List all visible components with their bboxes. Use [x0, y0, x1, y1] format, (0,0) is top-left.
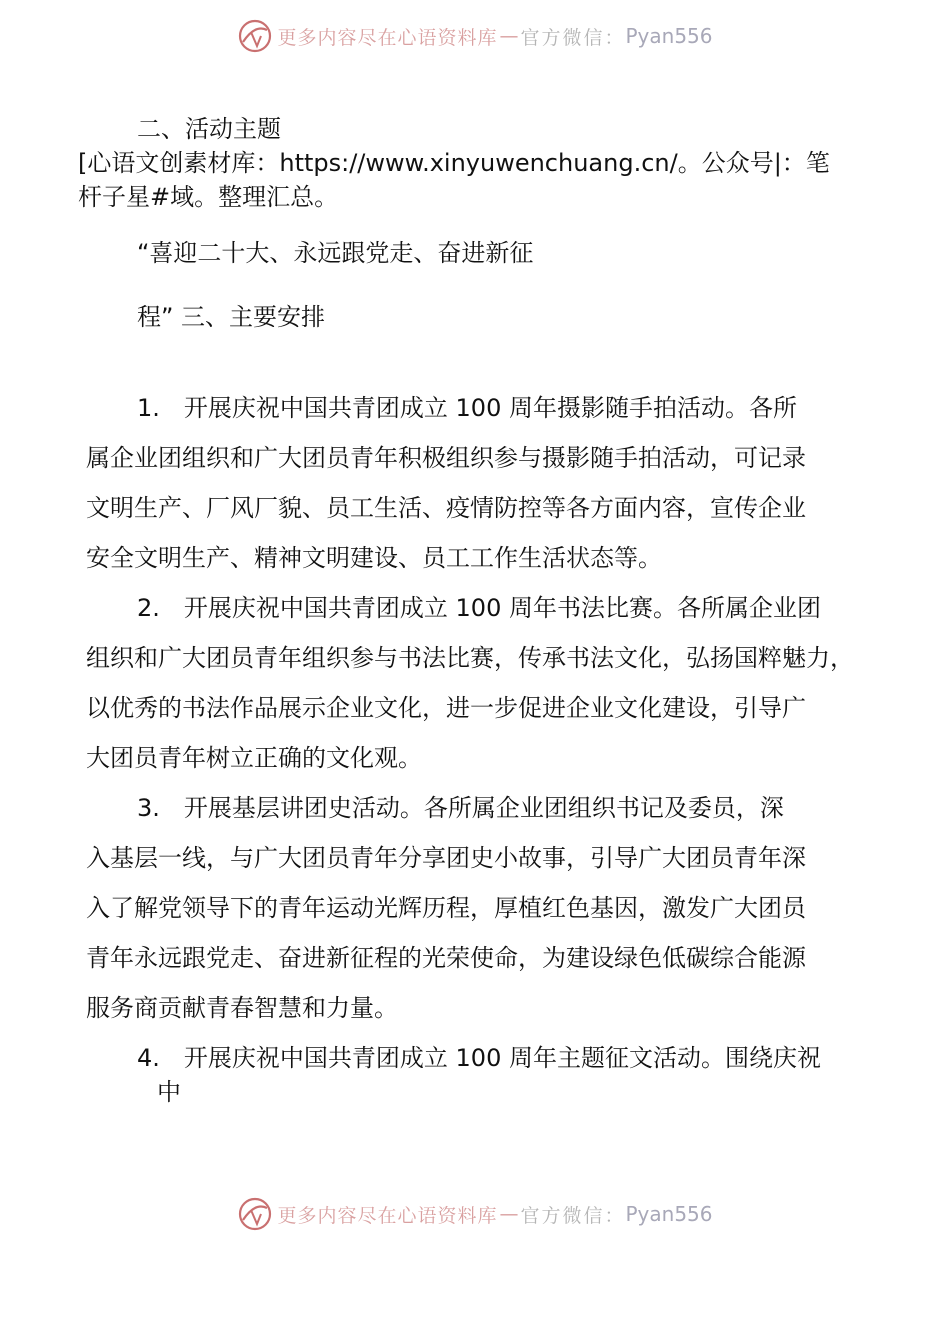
paragraph-line: 青年永远跟党走、奋进新征程的光荣使命，为建设绿色低碳综合能源 — [86, 944, 806, 972]
paragraph-line: 3. 开展基层讲团史活动。各所属企业团组织书记及委员，深 — [137, 794, 784, 822]
paragraph-line: 中 — [157, 1078, 181, 1106]
paragraph-line: 文明生产、厂风厂貌、员工生活、疫情防控等各方面内容，宣传企业 — [86, 494, 806, 522]
paragraph-line: 4. 开展庆祝中国共青团成立 100 周年主题征文活动。围绕庆祝 — [137, 1044, 821, 1072]
paragraph-line: 2. 开展庆祝中国共青团成立 100 周年书法比赛。各所属企业团 — [137, 594, 821, 622]
paragraph-line: 以优秀的书法作品展示企业文化，进一步促进企业文化建设，引导广 — [86, 694, 806, 722]
wechat-id: Pyan556 — [625, 24, 713, 48]
paragraph-line: 属企业团组织和广大团员青年积极组织参与摄影随手拍活动，可记录 — [86, 444, 806, 472]
theme-line: 程” 三、主要安排 — [137, 303, 326, 331]
wechat-label: 官方微信： — [520, 26, 626, 49]
paragraph-line: 组织和广大团员青年组织参与书法比赛，传承书法文化，弘扬国粹魅力， — [86, 644, 854, 672]
paragraph-line: 大团员青年树立正确的文化观。 — [86, 744, 422, 772]
logo-icon — [237, 1196, 273, 1232]
section-heading-activity-theme: 二、活动主题 — [137, 115, 281, 143]
banner-separator: — — [499, 25, 519, 47]
wechat-id: Pyan556 — [625, 1202, 713, 1226]
paragraph-line: 1. 开展庆祝中国共青团成立 100 周年摄影随手拍活动。各所 — [137, 394, 797, 422]
paragraph-line: 入基层一线，与广大团员青年分享团史小故事，引导广大团员青年深 — [86, 844, 806, 872]
site-name-text: 更多内容尽在心语资料库 — [277, 1204, 498, 1227]
paragraph-line: 安全文明生产、精神文明建设、员工工作生活状态等。 — [86, 544, 662, 572]
source-note-line: 杆子星#域。整理汇总。 — [78, 183, 339, 211]
source-note-line: [心语文创素材库：https://www.xinyuwenchuang.cn/。公众号|：笔 — [78, 149, 830, 177]
header-watermark-banner — [0, 14, 950, 58]
footer-watermark-banner — [0, 1192, 950, 1236]
paragraph-line: 入了解党领导下的青年运动光辉历程，厚植红色基因，激发广大团员 — [86, 894, 806, 922]
wechat-label: 官方微信： — [520, 1204, 626, 1227]
banner-separator: — — [499, 1203, 519, 1225]
theme-line: “喜迎二十大、永远跟党走、奋进新征 — [137, 239, 534, 267]
site-name-text: 更多内容尽在心语资料库 — [277, 26, 498, 49]
logo-icon — [237, 18, 273, 54]
paragraph-line: 服务商贡献青春智慧和力量。 — [86, 994, 398, 1022]
